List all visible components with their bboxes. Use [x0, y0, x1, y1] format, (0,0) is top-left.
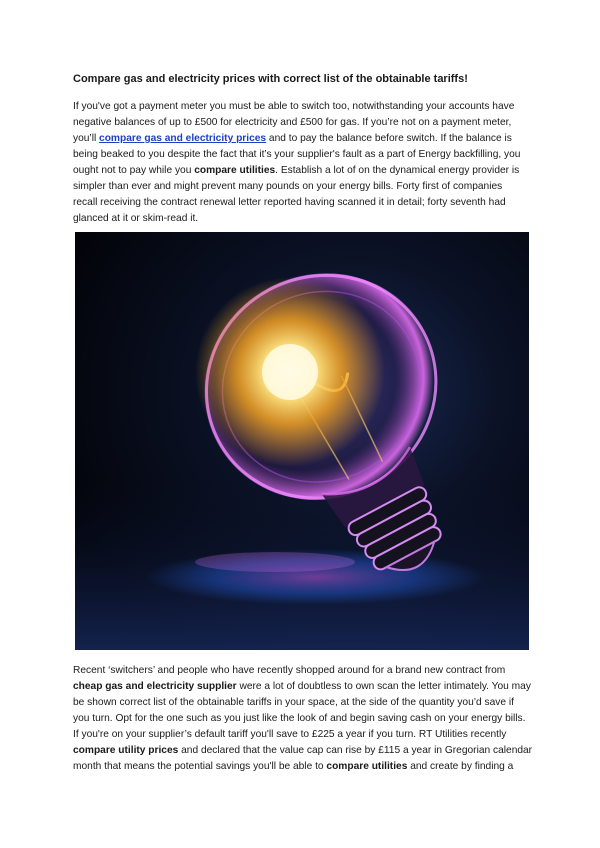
text-segment: you’ll	[73, 133, 100, 144]
document-title: Compare gas and electricity prices with correct list of the obtainable tariffs!	[73, 73, 468, 85]
text-segment: and declared that the value cap can rise by £115 a year in Gregorian calendar	[178, 745, 533, 756]
text-line	[73, 759, 533, 775]
bold-keyword: compare utility prices	[73, 745, 179, 756]
bold-keyword: compare utilities	[194, 165, 276, 176]
compare-prices-link[interactable]: compare gas and electricity prices	[99, 133, 267, 144]
text-line: simpler than ever and might prevent many pounds on your energy bills. Forty first of companies	[73, 181, 503, 192]
text-segment: and create by finding a	[407, 761, 514, 772]
text-segment: ought not to pay while you	[73, 165, 195, 176]
text-segment: . Establish a lot of on the dynamical energy provider is	[275, 165, 520, 176]
text-line: glanced at it or skim-read it.	[73, 213, 199, 224]
light-bulb-photo	[75, 232, 529, 650]
text-line: Recent ‘switchers’ and people who have recently shopped around for a brand new contract from	[73, 665, 506, 676]
text-line: If you're on your supplier’s default tariff you'll save to £225 a year if you turn. RT Utilities recently	[73, 729, 507, 740]
text-segment: were a lot of doubtless to own scan the letter intimately. You may	[236, 681, 531, 692]
text-segment: and to pay the balance before switch. If the balance is	[266, 133, 512, 144]
text-line	[73, 131, 533, 147]
text-line: recall receiving the contract renewal letter reported having scanned it in detail; forty seventh had	[73, 197, 506, 208]
text-line	[73, 679, 533, 695]
text-line	[73, 743, 533, 759]
text-line: you turn. Opt for the one such as you just like the look of and begin saving cash on your energy bills.	[73, 713, 526, 724]
text-line: be shown correct list of the obtainable tariffs in your space, at the side of the quantity you’d save if	[73, 697, 514, 708]
text-line: negative balances of up to £500 for electricity and £500 for gas. If you’re not on a payment meter,	[73, 117, 512, 128]
text-line: being beaked to you despite the fact that it’s your supplier's fault as a part of Energy backfilling, you	[73, 149, 521, 160]
text-segment: month that means the potential savings you'll be able to	[73, 761, 327, 772]
text-line	[73, 163, 533, 179]
paragraph-1	[73, 99, 533, 227]
bold-keyword: compare utilities	[326, 761, 408, 772]
paragraph-2	[73, 663, 533, 775]
bold-keyword: cheap gas and electricity supplier	[73, 681, 237, 692]
light-bulb-illustration	[75, 232, 529, 650]
text-line: If you've got a payment meter you must be able to switch too, notwithstanding your accounts have	[73, 101, 515, 112]
